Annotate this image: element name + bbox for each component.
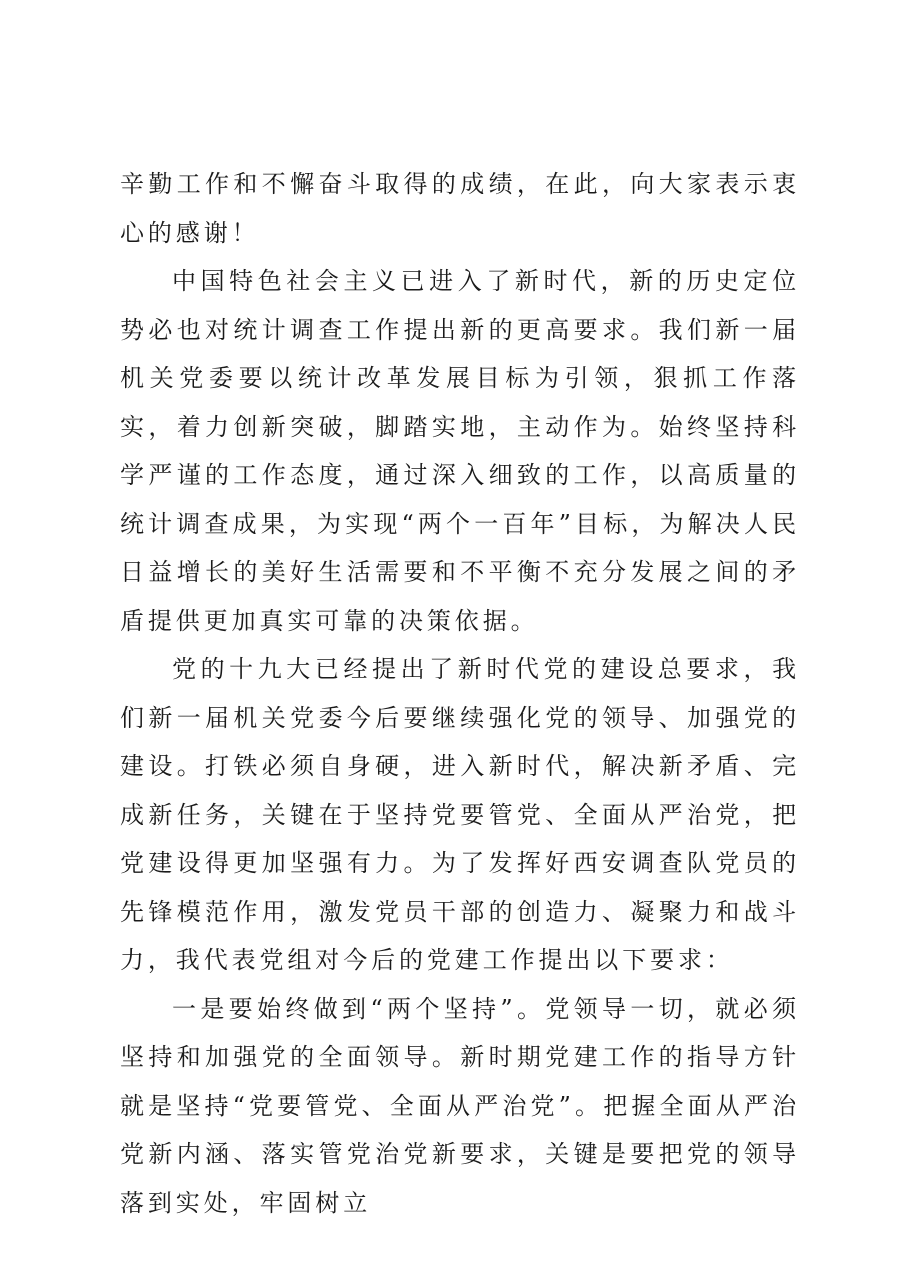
- document-body: [120, 160, 800, 1227]
- paragraph-new-era: 中国特色社会主义已进入了新时代，新的历史定位势必也对统计调查工作提出新的更高要求。我们新一届机关党委要以统计改革发展目标为引领，狠抓工作落实，着力创新突破，脚踏实地，主动作为。始终坚持科学严谨的工作态度，通过深入细致的工作，以高质量的统计调查成果，为实现“两个一百年”目标，为解决人民日益增长的美好生活需要和不平衡不充分发展之间的矛盾提供更加真实可靠的决策依据。: [120, 267, 800, 635]
- paragraph-continuation: 辛勤工作和不懈奋斗取得的成绩，在此，向大家表示衷心的感谢！: [120, 170, 800, 247]
- paragraph-two-insistences: 一是要始终做到“两个坚持”。党领导一切，就必须坚持和加强党的全面领导。新时期党建工作的指导方针就是坚持“党要管党、全面从严治党”。把握全面从严治党新内涵、落实管党治党新要求，关键是要把党的领导落到实处，牢固树立: [120, 994, 800, 1217]
- paragraph-party-building: 党的十九大已经提出了新时代党的建设总要求，我们新一届机关党委今后要继续强化党的领导、加强党的建设。打铁必须自身硬，进入新时代，解决新矛盾、完成新任务，关键在于坚持党要管党、全面从严治党，把党建设得更加坚强有力。为了发挥好西安调查队党员的先锋模范作用，激发党员干部的创造力、凝聚力和战斗力，我代表党组对今后的党建工作提出以下要求：: [120, 655, 800, 974]
